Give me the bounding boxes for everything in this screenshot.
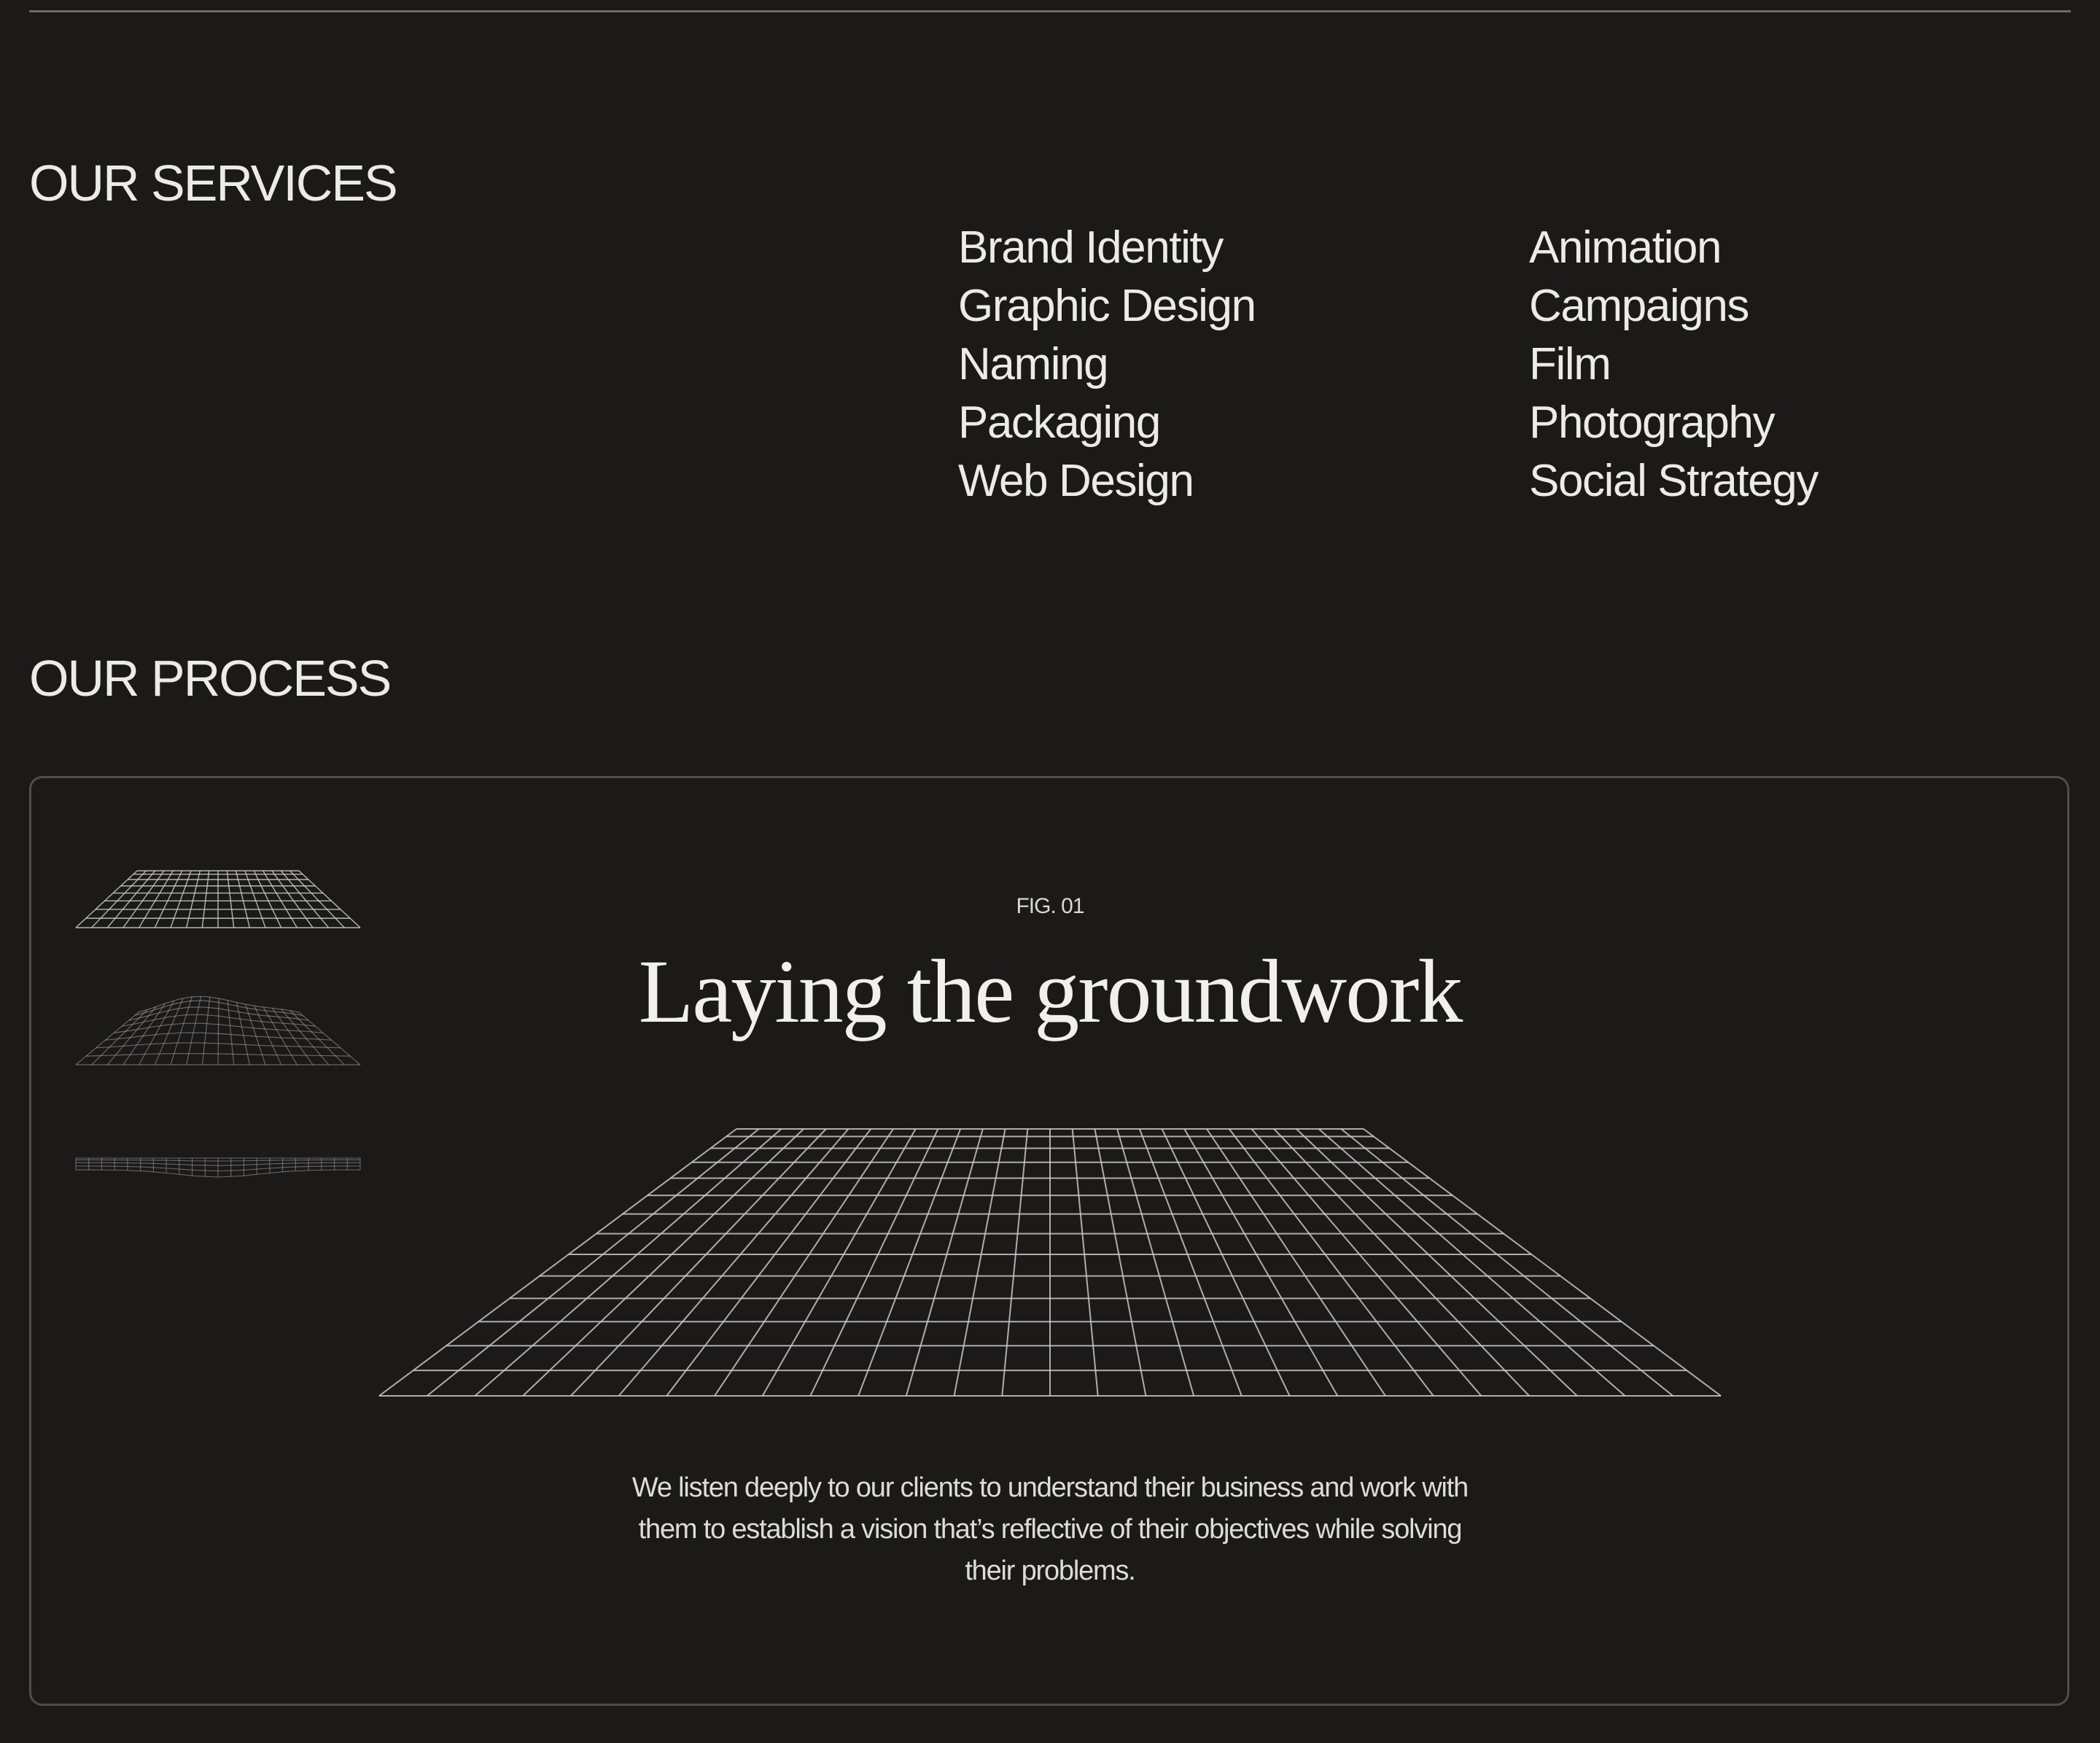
figure-label: FIG. 01 <box>1016 894 1084 918</box>
services-heading: OUR SERVICES <box>29 155 397 211</box>
top-divider <box>29 10 2071 12</box>
process-step-description: We listen deeply to our clients to understand their business and work with them to establish a vision that’s reflective of their objectives while solving their problems. <box>631 1472 1469 1586</box>
perspective-grid-illustration <box>378 1127 1722 1397</box>
services-list-left <box>958 219 1256 511</box>
service-item-graphic-design: Graphic Design <box>958 281 1256 331</box>
process-heading: OUR PROCESS <box>29 650 391 707</box>
service-item-packaging: Packaging <box>958 397 1160 448</box>
service-item-naming: Naming <box>958 339 1108 389</box>
wavy-grid-icon[interactable] <box>73 992 365 1072</box>
service-item-brand-identity: Brand Identity <box>958 222 1223 273</box>
service-item-campaigns: Campaigns <box>1529 281 1749 331</box>
disc-grid-icon[interactable] <box>73 1145 365 1189</box>
service-item-social-strategy: Social Strategy <box>1529 456 1818 506</box>
process-step-title: Laying the groundwork <box>638 942 1462 1041</box>
service-item-film: Film <box>1529 339 1611 389</box>
service-item-animation: Animation <box>1529 222 1722 273</box>
service-item-web-design: Web Design <box>958 456 1194 506</box>
services-list-right <box>1529 219 1818 511</box>
service-item-photography: Photography <box>1529 397 1775 448</box>
flat-grid-icon[interactable] <box>73 868 365 933</box>
